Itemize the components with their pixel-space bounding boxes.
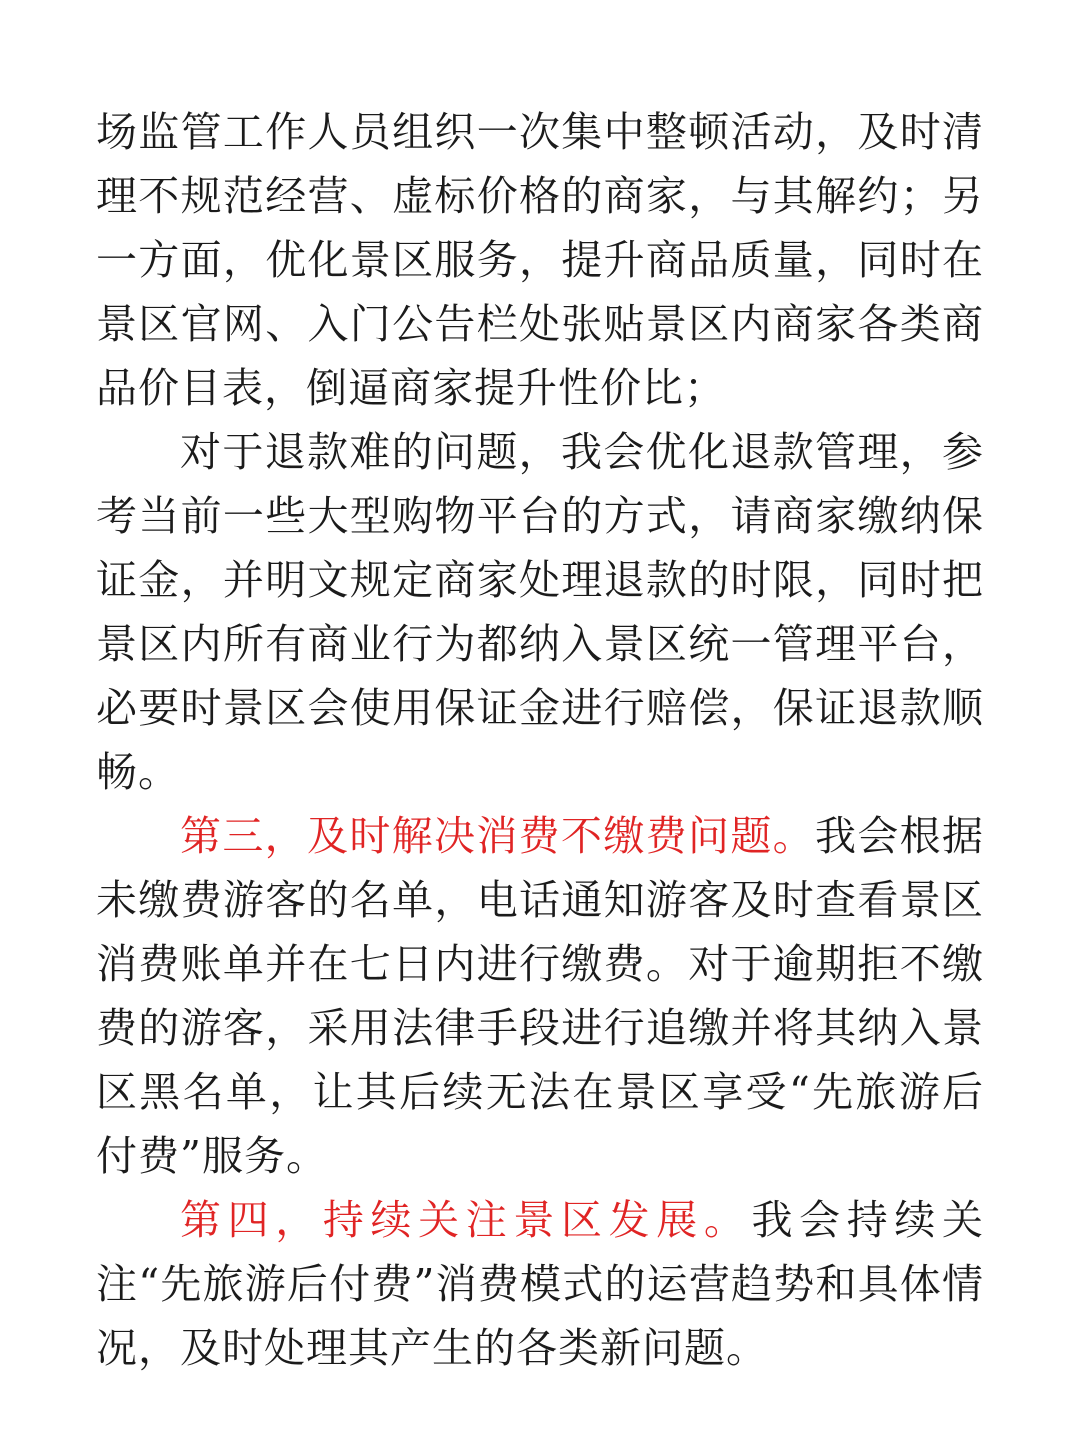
paragraph-3-text: 我会根据未缴费游客的名单，电话通知游客及时查看景区消费账单并在七日内进行缴费。对于逾期拒不缴费的游客，采用法律手段进行追缴并将其纳入景区黑名单，让其后续无法在景区享受“先旅游后付费”服务。 <box>96 812 984 1180</box>
paragraph-3 <box>96 804 984 1188</box>
paragraph-2 <box>96 420 984 804</box>
paragraph-4-heading: 第四，持续关注景区发展。 <box>180 1196 752 1244</box>
paragraph-4 <box>96 1188 984 1380</box>
paragraph-1-text: 场监管工作人员组织一次集中整顿活动，及时清理不规范经营、虚标价格的商家，与其解约；另一方面，优化景区服务，提升商品质量，同时在景区官网、入门公告栏处张贴景区内商家各类商品价目表，倒逼商家提升性价比； <box>96 108 984 412</box>
paragraph-4-text: 我会持续关注“先旅游后付费”消费模式的运营趋势和具体情况，及时处理其产生的各类新问题。 <box>96 1196 984 1372</box>
paragraph-1 <box>96 100 984 420</box>
paragraph-3-heading: 第三，及时解决消费不缴费问题。 <box>180 812 815 860</box>
paragraph-2-text: 对于退款难的问题，我会优化退款管理，参考当前一些大型购物平台的方式，请商家缴纳保证金，并明文规定商家处理退款的时限，同时把景区内所有商业行为都纳入景区统一管理平台，必要时景区会使用保证金进行赔偿，保证退款顺畅。 <box>96 428 984 796</box>
document-body <box>96 100 984 1380</box>
